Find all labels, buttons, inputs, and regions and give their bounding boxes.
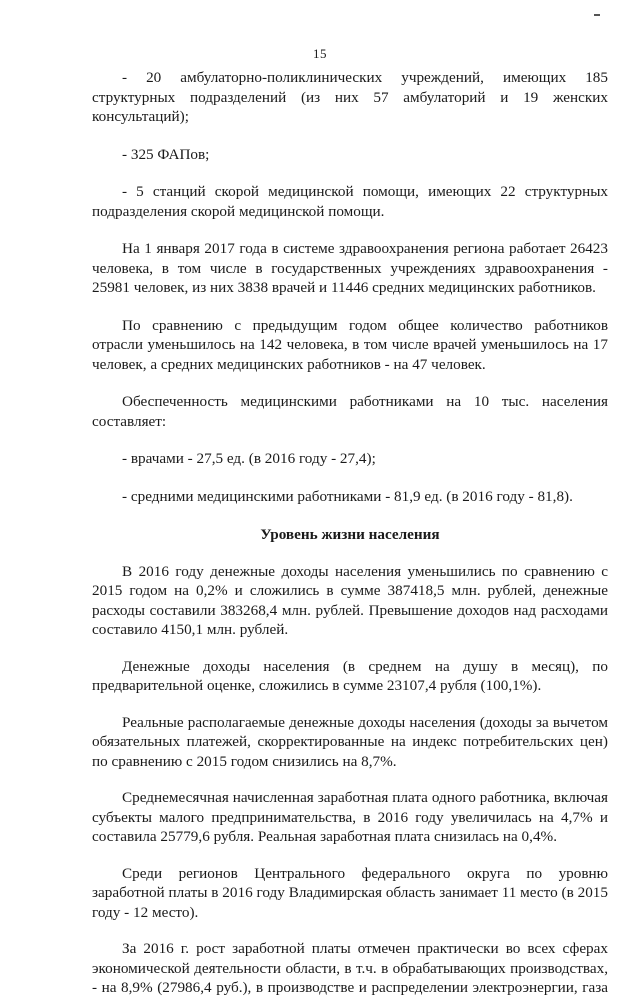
paragraph-ambulance-stations: - 5 станций скорой медицинской помощи, имеющих 22 структурных подразделения скорой медицинской помощи. [92,183,608,220]
paragraph-income-expenses: В 2016 году денежные доходы населения уменьшились по сравнению с 2015 годом на 0,2% и сложились в сумме 387418,5 млн. рублей, денежные расходы составили 383268,4 млн. рублей. Превышение доходов над расходами составило 4150,1 млн. рублей. [92,562,608,638]
section-heading-living-standards: Уровень жизни населения [260,526,440,543]
scan-corner-mark [594,14,600,16]
paragraph-doctors-ratio: - врачами - 27,5 ед. (в 2016 году - 27,4); [122,450,376,467]
paragraph-healthcare-staff: На 1 января 2017 года в системе здравоохранения региона работает 26423 человека, в том числе в государственных учреждениях здравоохранения - 25981 человек, из них 3838 врачей и 11446 средних медицинских работников. [92,240,608,296]
paragraph-per-capita-income: Денежные доходы населения (в среднем на душу в месяц), по предварительной оценке, сложились в сумме 23107,4 рубля (100,1%). [92,657,608,694]
paragraph-regional-wage-rank: Среди регионов Центрального федерального округа по уровню заработной платы в 2016 году Владимирская область занимает 11 место (в 2015 году - 12 место). [92,864,608,921]
paragraph-outpatient-institutions: - 20 амбулаторно-поликлинических учреждений, имеющих 185 структурных подразделений (из них 57 амбулаторий и 19 женских консультаций); [92,69,608,125]
paragraph-feldsher-stations: - 325 ФАПов; [122,145,210,163]
page-number: 15 [313,46,327,61]
paragraph-staff-change: По сравнению с предыдущим годом общее количество работников отрасли уменьшилось на 142 человека, в том числе врачей уменьшилось на 17 человек, а средних медицинских работников - на 47 человек. [92,316,608,373]
paragraph-wage-growth-sectors: За 2016 г. рост заработной платы отмечен практически во всех сферах экономической деятельности области, в т.ч. в обрабатывающих производствах, - на 8,9% (27986,4 руб.), в производстве и распределении электроэнергии, газа [92,940,608,996]
paragraph-average-wage: Среднемесячная начисленная заработная плата одного работника, включая субъекты малого предпринимательства, в 2016 году увеличилась на 4,7% и составила 25779,6 рубля. Реальная заработная плата снизилась на 0,4%. [92,789,608,845]
paragraph-staff-provision: Обеспеченность медицинскими работниками на 10 тыс. населения составляет: [92,393,608,430]
paragraph-nurses-ratio: - средними медицинскими работниками - 81,9 ед. (в 2016 году - 81,8). [122,487,573,505]
document-body [92,68,608,998]
paragraph-real-disposable-income: Реальные располагаемые денежные доходы населения (доходы за вычетом обязательных платежей, скорректированные на индекс потребительских цен) по сравнению с 2015 годом снизились на 8,7%. [92,713,608,770]
